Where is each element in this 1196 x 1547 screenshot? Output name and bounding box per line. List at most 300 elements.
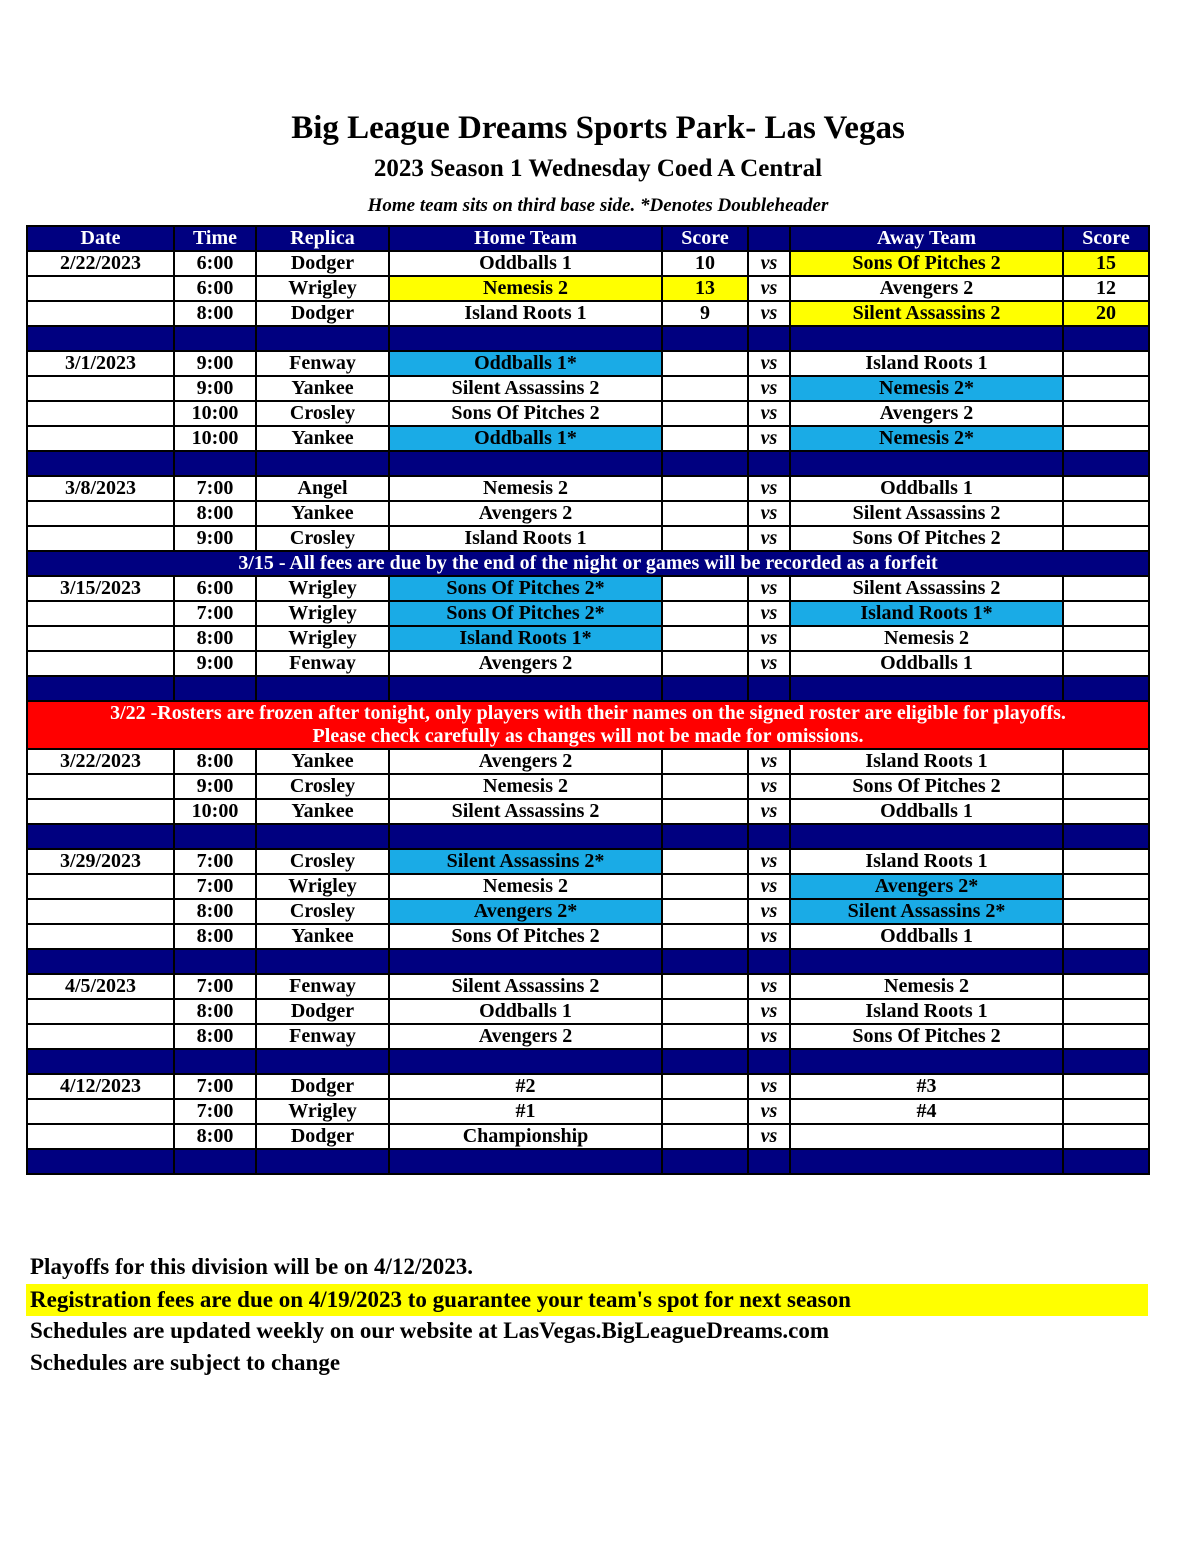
home-team-cell: #2 — [389, 1074, 662, 1099]
game-row — [27, 376, 1149, 401]
date-cell: 4/12/2023 — [27, 1074, 174, 1099]
separator-cell — [389, 824, 662, 849]
col-header-away-team: Away Team — [790, 226, 1063, 251]
date-cell — [27, 276, 174, 301]
home-team-cell: Silent Assassins 2 — [389, 799, 662, 824]
separator-cell — [748, 326, 790, 351]
home-team-cell: Island Roots 1 — [389, 301, 662, 326]
separator-cell — [389, 1049, 662, 1074]
week-separator-row — [27, 824, 1149, 849]
vs-cell: vs — [748, 601, 790, 626]
away-team-cell: Nemesis 2 — [790, 974, 1063, 999]
home-score-cell — [662, 1024, 748, 1049]
time-cell: 8:00 — [174, 1024, 256, 1049]
time-cell: 10:00 — [174, 401, 256, 426]
week-separator-row — [27, 451, 1149, 476]
fee-notice-row — [27, 551, 1149, 576]
time-cell: 9:00 — [174, 774, 256, 799]
date-cell — [27, 651, 174, 676]
separator-cell — [389, 451, 662, 476]
away-score-cell — [1063, 1024, 1149, 1049]
vs-cell: vs — [748, 626, 790, 651]
home-team-cell: Sons Of Pitches 2 — [389, 924, 662, 949]
date-cell: 3/15/2023 — [27, 576, 174, 601]
separator-cell — [1063, 326, 1149, 351]
vs-cell: vs — [748, 376, 790, 401]
game-row — [27, 476, 1149, 501]
time-cell: 8:00 — [174, 924, 256, 949]
separator-cell — [748, 451, 790, 476]
replica-cell: Wrigley — [256, 576, 389, 601]
separator-cell — [1063, 451, 1149, 476]
home-score-cell: 10 — [662, 251, 748, 276]
game-row — [27, 526, 1149, 551]
vs-cell: vs — [748, 1099, 790, 1124]
date-cell — [27, 626, 174, 651]
vs-cell: vs — [748, 526, 790, 551]
away-score-cell — [1063, 874, 1149, 899]
game-row — [27, 849, 1149, 874]
vs-cell: vs — [748, 651, 790, 676]
away-score-cell — [1063, 849, 1149, 874]
away-team-cell: Silent Assassins 2 — [790, 501, 1063, 526]
game-row — [27, 1124, 1149, 1149]
separator-cell — [662, 451, 748, 476]
home-team-cell: Avengers 2* — [389, 899, 662, 924]
game-row — [27, 1024, 1149, 1049]
away-team-cell: Oddballs 1 — [790, 651, 1063, 676]
separator-cell — [389, 676, 662, 701]
replica-cell: Crosley — [256, 401, 389, 426]
vs-cell: vs — [748, 401, 790, 426]
away-team-cell: Silent Assassins 2* — [790, 899, 1063, 924]
separator-cell — [27, 326, 174, 351]
game-row — [27, 999, 1149, 1024]
time-cell: 7:00 — [174, 1074, 256, 1099]
page-title: Big League Dreams Sports Park- Las Vegas — [291, 110, 905, 146]
time-cell: 8:00 — [174, 999, 256, 1024]
away-team-cell: Sons Of Pitches 2 — [790, 526, 1063, 551]
date-cell: 3/22/2023 — [27, 749, 174, 774]
home-score-cell — [662, 974, 748, 999]
away-team-cell: Island Roots 1 — [790, 849, 1063, 874]
date-cell: 4/5/2023 — [27, 974, 174, 999]
away-team-cell: Nemesis 2* — [790, 426, 1063, 451]
week-separator-row — [27, 949, 1149, 974]
away-score-cell — [1063, 1124, 1149, 1149]
roster-alert-line-2: Please check carefully as changes will not be made for omissions. — [312, 725, 864, 747]
away-score-cell: 20 — [1063, 301, 1149, 326]
game-row — [27, 251, 1149, 276]
away-score-cell — [1063, 576, 1149, 601]
away-score-cell — [1063, 401, 1149, 426]
separator-cell — [256, 676, 389, 701]
away-score-cell — [1063, 501, 1149, 526]
home-score-cell — [662, 924, 748, 949]
vs-cell: vs — [748, 301, 790, 326]
col-header-vs — [748, 226, 790, 251]
vs-cell: vs — [748, 1074, 790, 1099]
vs-cell: vs — [748, 351, 790, 376]
away-team-cell: Avengers 2* — [790, 874, 1063, 899]
time-cell: 6:00 — [174, 576, 256, 601]
separator-cell — [662, 949, 748, 974]
replica-cell: Yankee — [256, 501, 389, 526]
away-score-cell — [1063, 601, 1149, 626]
away-score-cell — [1063, 899, 1149, 924]
replica-cell: Dodger — [256, 999, 389, 1024]
separator-cell — [662, 676, 748, 701]
away-score-cell — [1063, 476, 1149, 501]
time-cell: 10:00 — [174, 799, 256, 824]
replica-cell: Wrigley — [256, 601, 389, 626]
time-cell: 8:00 — [174, 1124, 256, 1149]
game-row — [27, 276, 1149, 301]
away-team-cell: Island Roots 1 — [790, 749, 1063, 774]
away-score-cell — [1063, 1099, 1149, 1124]
separator-cell — [174, 326, 256, 351]
home-team-cell: Avengers 2 — [389, 651, 662, 676]
away-team-cell: Oddballs 1 — [790, 799, 1063, 824]
game-row — [27, 651, 1149, 676]
away-score-cell — [1063, 526, 1149, 551]
away-score-cell — [1063, 799, 1149, 824]
separator-cell — [27, 451, 174, 476]
separator-cell — [748, 1149, 790, 1174]
home-team-cell: Oddballs 1 — [389, 251, 662, 276]
separator-cell — [790, 1149, 1063, 1174]
separator-cell — [174, 824, 256, 849]
separator-cell — [389, 326, 662, 351]
home-score-cell — [662, 651, 748, 676]
separator-cell — [1063, 824, 1149, 849]
time-cell: 6:00 — [174, 276, 256, 301]
separator-cell — [27, 676, 174, 701]
date-cell — [27, 1024, 174, 1049]
schedule-body — [27, 251, 1149, 1174]
footer-playoffs: Playoffs for this division will be on 4/12/2023. — [30, 1254, 474, 1279]
home-team-cell: Sons Of Pitches 2 — [389, 401, 662, 426]
time-cell: 9:00 — [174, 351, 256, 376]
game-row — [27, 351, 1149, 376]
home-score-cell — [662, 774, 748, 799]
away-team-cell: Oddballs 1 — [790, 476, 1063, 501]
date-cell: 3/8/2023 — [27, 476, 174, 501]
separator-cell — [662, 824, 748, 849]
separator-cell — [1063, 1049, 1149, 1074]
replica-cell: Fenway — [256, 651, 389, 676]
game-row — [27, 426, 1149, 451]
away-team-cell: Avengers 2 — [790, 401, 1063, 426]
separator-cell — [256, 949, 389, 974]
time-cell: 7:00 — [174, 476, 256, 501]
date-cell — [27, 376, 174, 401]
replica-cell: Yankee — [256, 799, 389, 824]
home-score-cell — [662, 749, 748, 774]
schedule-table — [26, 225, 1150, 1175]
home-score-cell — [662, 1099, 748, 1124]
away-team-cell: Island Roots 1 — [790, 999, 1063, 1024]
away-score-cell: 12 — [1063, 276, 1149, 301]
away-team-cell: Silent Assassins 2 — [790, 301, 1063, 326]
separator-cell — [174, 949, 256, 974]
time-cell: 10:00 — [174, 426, 256, 451]
home-score-cell — [662, 999, 748, 1024]
game-row — [27, 874, 1149, 899]
away-team-cell: Island Roots 1* — [790, 601, 1063, 626]
date-cell — [27, 899, 174, 924]
game-row — [27, 301, 1149, 326]
game-row — [27, 601, 1149, 626]
away-score-cell — [1063, 749, 1149, 774]
separator-cell — [27, 1049, 174, 1074]
date-cell — [27, 924, 174, 949]
vs-cell: vs — [748, 974, 790, 999]
time-cell: 7:00 — [174, 974, 256, 999]
date-cell — [27, 774, 174, 799]
replica-cell: Yankee — [256, 426, 389, 451]
footer-change-notice: Schedules are subject to change — [30, 1350, 341, 1375]
time-cell: 9:00 — [174, 526, 256, 551]
replica-cell: Wrigley — [256, 874, 389, 899]
separator-cell — [256, 1149, 389, 1174]
away-score-cell — [1063, 376, 1149, 401]
away-score-cell — [1063, 626, 1149, 651]
replica-cell: Crosley — [256, 774, 389, 799]
away-score-cell: 15 — [1063, 251, 1149, 276]
vs-cell: vs — [748, 899, 790, 924]
away-team-cell: #4 — [790, 1099, 1063, 1124]
replica-cell: Dodger — [256, 251, 389, 276]
away-score-cell — [1063, 651, 1149, 676]
vs-cell: vs — [748, 476, 790, 501]
col-header-home-score: Score — [662, 226, 748, 251]
separator-cell — [389, 949, 662, 974]
schedule-note: Home team sits on third base side. *Denotes Doubleheader — [367, 195, 829, 216]
week-separator-row — [27, 1049, 1149, 1074]
vs-cell: vs — [748, 924, 790, 949]
home-team-cell: Championship — [389, 1124, 662, 1149]
home-team-cell: Avengers 2 — [389, 501, 662, 526]
date-cell — [27, 401, 174, 426]
home-score-cell — [662, 526, 748, 551]
game-row — [27, 774, 1149, 799]
separator-cell — [748, 1049, 790, 1074]
date-cell — [27, 1124, 174, 1149]
home-score-cell — [662, 351, 748, 376]
time-cell: 7:00 — [174, 1099, 256, 1124]
roster-alert-row — [27, 701, 1149, 749]
vs-cell: vs — [748, 849, 790, 874]
home-score-cell — [662, 849, 748, 874]
vs-cell: vs — [748, 1124, 790, 1149]
replica-cell: Fenway — [256, 974, 389, 999]
date-cell — [27, 999, 174, 1024]
separator-cell — [1063, 949, 1149, 974]
home-score-cell — [662, 376, 748, 401]
col-header-time: Time — [174, 226, 256, 251]
away-score-cell — [1063, 1074, 1149, 1099]
home-team-cell: Oddballs 1 — [389, 999, 662, 1024]
separator-cell — [27, 949, 174, 974]
away-team-cell: Oddballs 1 — [790, 924, 1063, 949]
replica-cell: Dodger — [256, 1124, 389, 1149]
date-cell — [27, 874, 174, 899]
home-team-cell: Nemesis 2 — [389, 774, 662, 799]
col-header-replica: Replica — [256, 226, 389, 251]
separator-cell — [174, 451, 256, 476]
separator-cell — [790, 676, 1063, 701]
home-score-cell — [662, 426, 748, 451]
date-cell — [27, 301, 174, 326]
home-team-cell: Island Roots 1* — [389, 626, 662, 651]
game-row — [27, 401, 1149, 426]
col-header-date: Date — [27, 226, 174, 251]
time-cell: 8:00 — [174, 626, 256, 651]
away-team-cell: Nemesis 2* — [790, 376, 1063, 401]
table-header-row — [27, 226, 1149, 251]
home-score-cell — [662, 1074, 748, 1099]
separator-cell — [256, 824, 389, 849]
replica-cell: Crosley — [256, 526, 389, 551]
game-row — [27, 749, 1149, 774]
vs-cell: vs — [748, 501, 790, 526]
time-cell: 9:00 — [174, 376, 256, 401]
home-score-cell — [662, 501, 748, 526]
vs-cell: vs — [748, 774, 790, 799]
away-score-cell — [1063, 426, 1149, 451]
replica-cell: Fenway — [256, 1024, 389, 1049]
replica-cell: Yankee — [256, 924, 389, 949]
home-team-cell: Oddballs 1* — [389, 426, 662, 451]
home-team-cell: Sons Of Pitches 2* — [389, 576, 662, 601]
game-row — [27, 1099, 1149, 1124]
vs-cell: vs — [748, 426, 790, 451]
game-row — [27, 1074, 1149, 1099]
home-team-cell: Avengers 2 — [389, 749, 662, 774]
home-team-cell: Avengers 2 — [389, 1024, 662, 1049]
separator-cell — [256, 451, 389, 476]
separator-cell — [256, 1049, 389, 1074]
replica-cell: Wrigley — [256, 276, 389, 301]
home-team-cell: Silent Assassins 2 — [389, 376, 662, 401]
separator-cell — [662, 1149, 748, 1174]
date-cell — [27, 1099, 174, 1124]
separator-cell — [27, 1149, 174, 1174]
roster-alert-cell — [27, 701, 1149, 749]
game-row — [27, 576, 1149, 601]
away-team-cell: #3 — [790, 1074, 1063, 1099]
separator-cell — [1063, 1149, 1149, 1174]
away-team-cell: Silent Assassins 2 — [790, 576, 1063, 601]
away-team-cell: Sons Of Pitches 2 — [790, 774, 1063, 799]
separator-cell — [174, 1149, 256, 1174]
home-score-cell — [662, 626, 748, 651]
col-header-home-team: Home Team — [389, 226, 662, 251]
away-score-cell — [1063, 974, 1149, 999]
page-subtitle: 2023 Season 1 Wednesday Coed A Central — [373, 155, 823, 182]
week-separator-row — [27, 326, 1149, 351]
home-team-cell: Sons Of Pitches 2* — [389, 601, 662, 626]
away-score-cell — [1063, 924, 1149, 949]
date-cell — [27, 799, 174, 824]
away-score-cell — [1063, 999, 1149, 1024]
away-score-cell — [1063, 351, 1149, 376]
replica-cell: Wrigley — [256, 626, 389, 651]
separator-cell — [748, 676, 790, 701]
home-team-cell: Nemesis 2 — [389, 476, 662, 501]
replica-cell: Yankee — [256, 749, 389, 774]
home-score-cell — [662, 899, 748, 924]
footer-registration: Registration fees are due on 4/19/2023 to guarantee your team's spot for next season — [26, 1284, 1148, 1316]
home-team-cell: Nemesis 2 — [389, 874, 662, 899]
time-cell: 8:00 — [174, 899, 256, 924]
time-cell: 9:00 — [174, 651, 256, 676]
home-score-cell: 13 — [662, 276, 748, 301]
separator-cell — [790, 451, 1063, 476]
home-score-cell: 9 — [662, 301, 748, 326]
away-team-cell: Nemesis 2 — [790, 626, 1063, 651]
home-team-cell: Island Roots 1 — [389, 526, 662, 551]
home-score-cell — [662, 601, 748, 626]
col-header-away-score: Score — [1063, 226, 1149, 251]
game-row — [27, 924, 1149, 949]
time-cell: 7:00 — [174, 601, 256, 626]
separator-cell — [389, 1149, 662, 1174]
separator-cell — [790, 326, 1063, 351]
home-score-cell — [662, 1124, 748, 1149]
date-cell: 3/29/2023 — [27, 849, 174, 874]
separator-cell — [174, 1049, 256, 1074]
time-cell: 7:00 — [174, 874, 256, 899]
away-team-cell: Avengers 2 — [790, 276, 1063, 301]
time-cell: 7:00 — [174, 849, 256, 874]
vs-cell: vs — [748, 874, 790, 899]
date-cell — [27, 426, 174, 451]
home-team-cell: Silent Assassins 2 — [389, 974, 662, 999]
vs-cell: vs — [748, 1024, 790, 1049]
home-team-cell: Silent Assassins 2* — [389, 849, 662, 874]
replica-cell: Fenway — [256, 351, 389, 376]
week-separator-row — [27, 676, 1149, 701]
time-cell: 8:00 — [174, 501, 256, 526]
away-team-cell — [790, 1124, 1063, 1149]
time-cell: 8:00 — [174, 301, 256, 326]
vs-cell: vs — [748, 999, 790, 1024]
week-separator-row — [27, 1149, 1149, 1174]
footer-website: Schedules are updated weekly on our website at LasVegas.BigLeagueDreams.com — [30, 1318, 830, 1343]
game-row — [27, 626, 1149, 651]
home-score-cell — [662, 401, 748, 426]
separator-cell — [748, 949, 790, 974]
replica-cell: Wrigley — [256, 1099, 389, 1124]
vs-cell: vs — [748, 276, 790, 301]
time-cell: 8:00 — [174, 749, 256, 774]
home-score-cell — [662, 476, 748, 501]
home-score-cell — [662, 576, 748, 601]
separator-cell — [662, 326, 748, 351]
replica-cell: Yankee — [256, 376, 389, 401]
date-cell — [27, 526, 174, 551]
away-team-cell: Island Roots 1 — [790, 351, 1063, 376]
replica-cell: Angel — [256, 476, 389, 501]
replica-cell: Crosley — [256, 899, 389, 924]
separator-cell — [790, 949, 1063, 974]
home-score-cell — [662, 799, 748, 824]
home-score-cell — [662, 874, 748, 899]
date-cell — [27, 601, 174, 626]
separator-cell — [790, 824, 1063, 849]
